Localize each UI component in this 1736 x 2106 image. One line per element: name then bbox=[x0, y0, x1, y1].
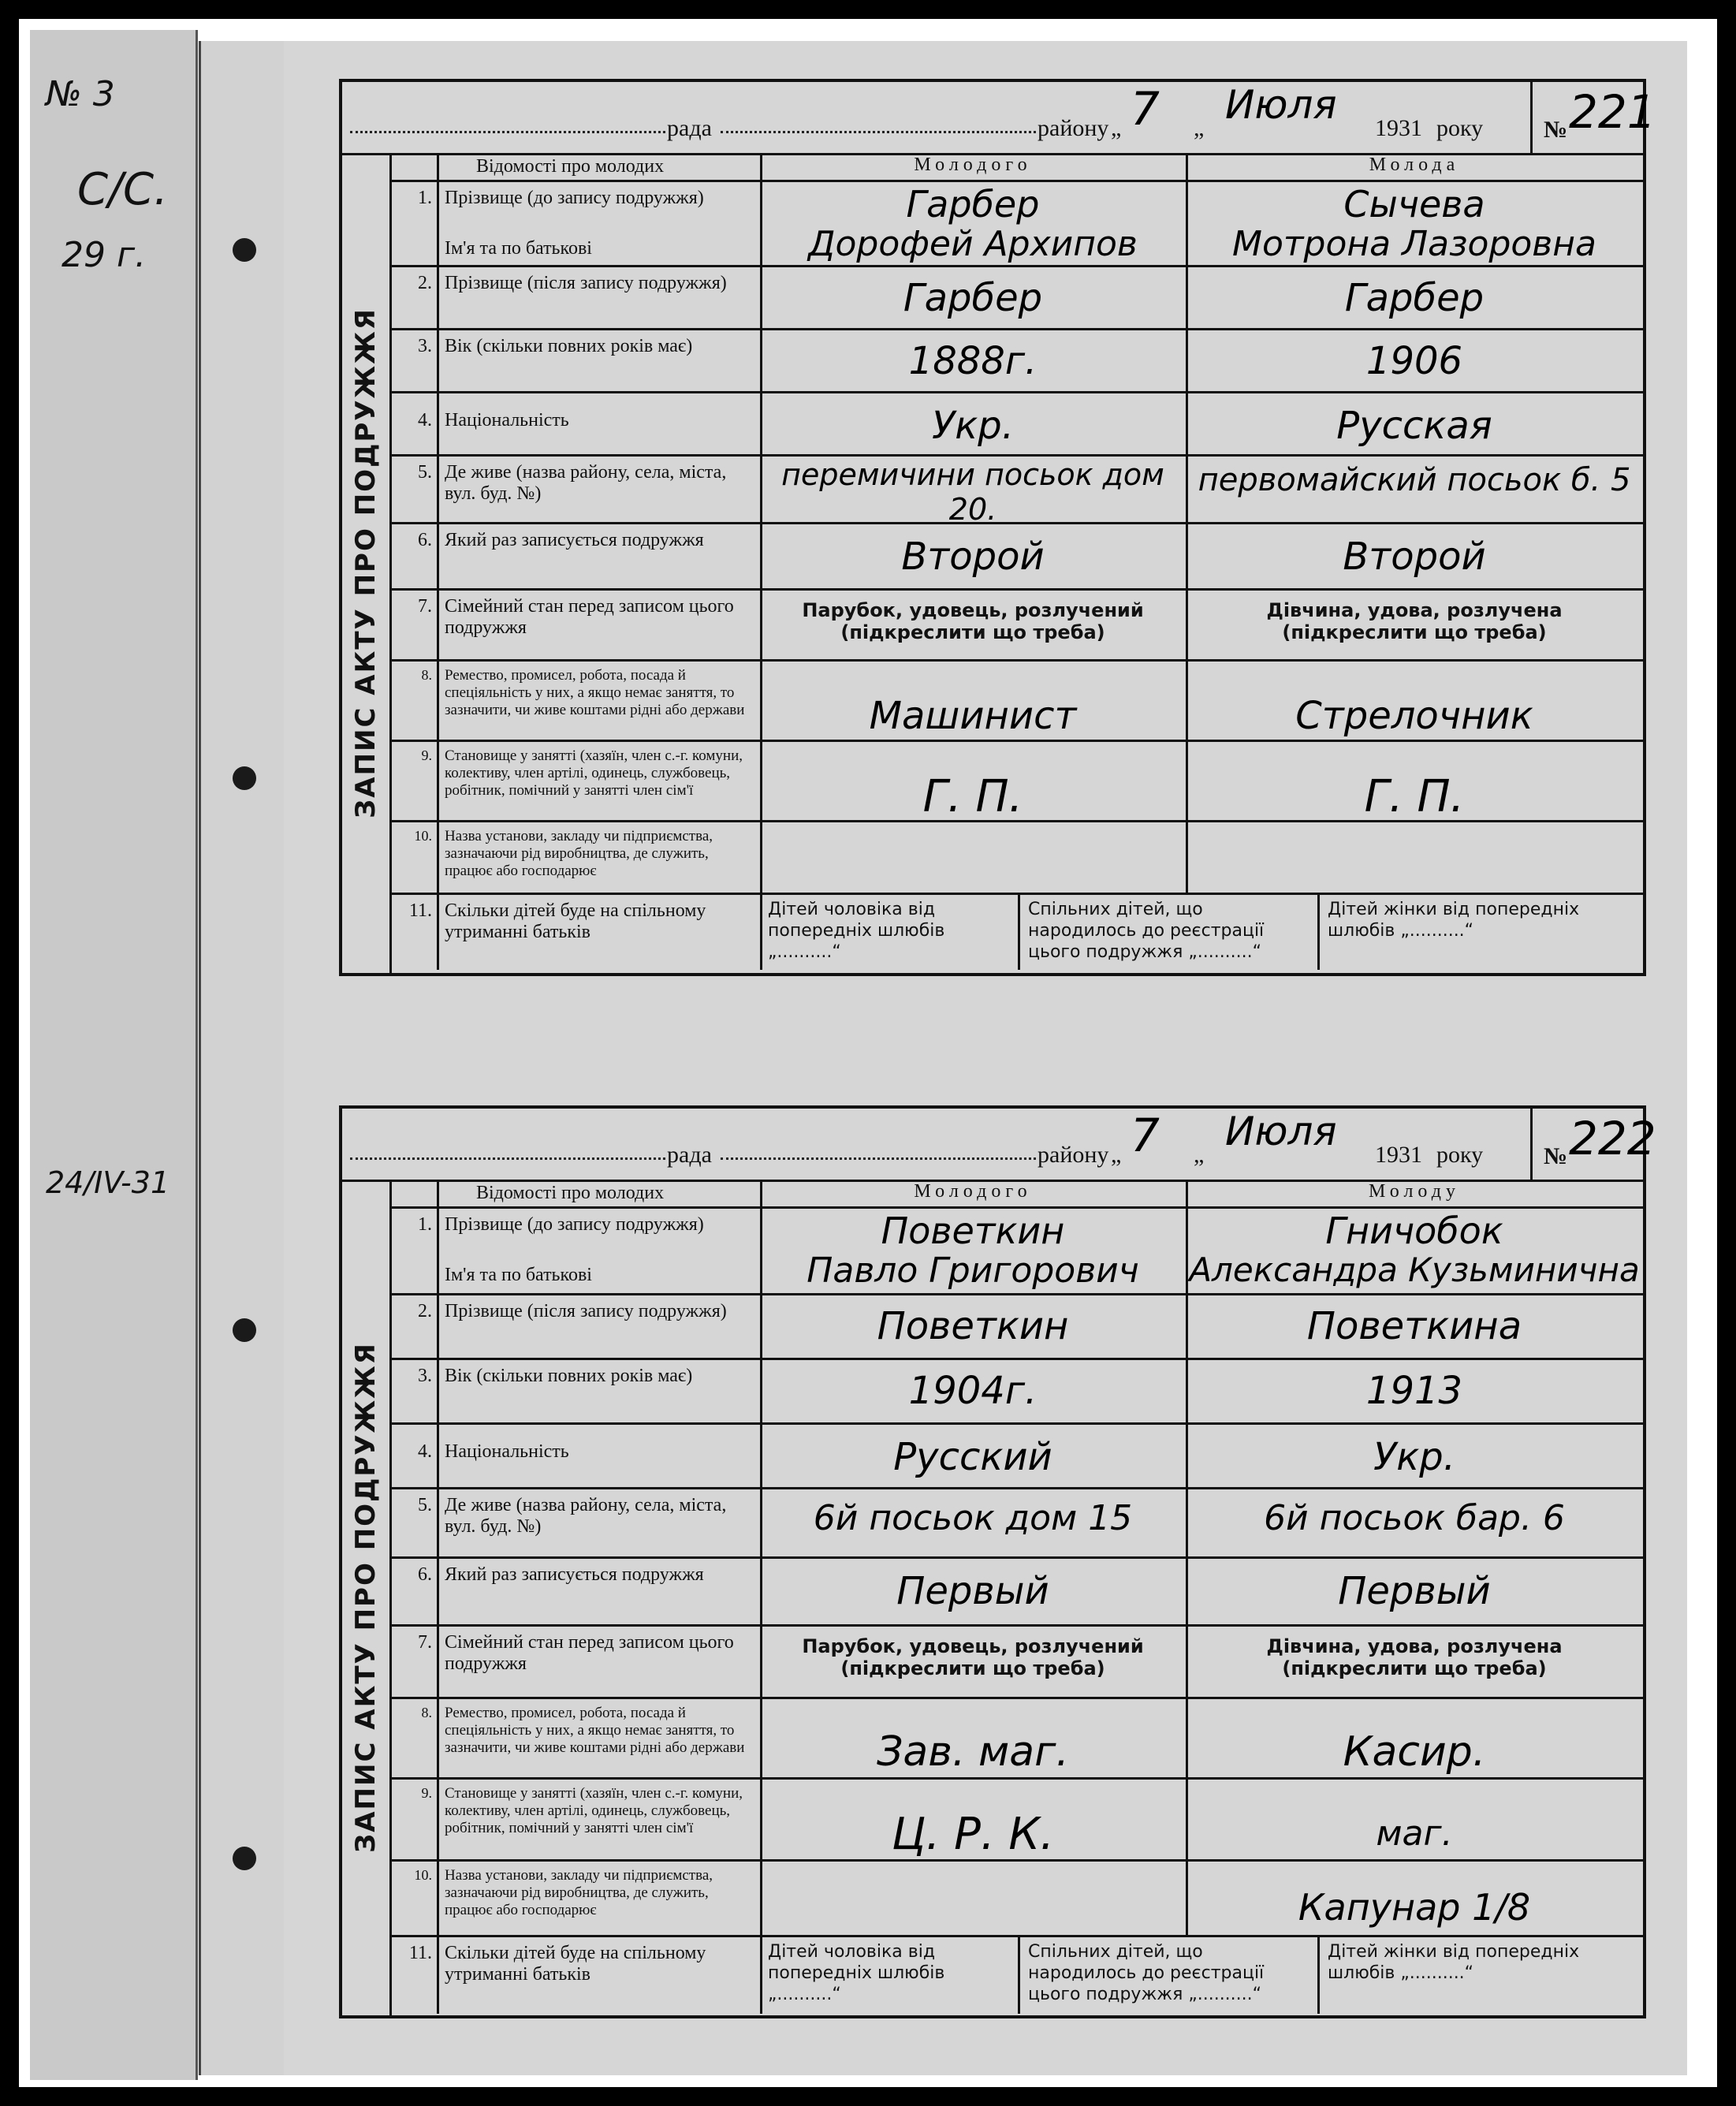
bride-times: Второй bbox=[1343, 535, 1486, 579]
bride-name: Александра Кузьминична bbox=[1189, 1251, 1640, 1289]
marriage-record-221 bbox=[339, 79, 1656, 976]
left-margin-strip bbox=[30, 30, 198, 2080]
row-4: 4. Національність Укр. Русская bbox=[389, 391, 1643, 457]
record-header: рада району „ 7 „ Июля 1931 року № 221 bbox=[342, 82, 1643, 155]
bride-position: Г. П. bbox=[1364, 771, 1465, 822]
bride-address: 6й посьок бар. 6 bbox=[1264, 1498, 1565, 1538]
kids-husband: Дітей чоловіка від попередніх шлюбів „..........“ bbox=[760, 893, 1020, 970]
kids-wife: Дітей жінки від попередніх шлюбів „..........“ bbox=[1328, 900, 1580, 941]
vertical-title: ЗАПИС АКТУ ПРО ПОДРУЖЖЯ bbox=[342, 153, 392, 973]
bride-status-options: Дівчина, удова, розлучена (підкреслити що треба) bbox=[1266, 1635, 1563, 1679]
groom-status-options: Парубок, удовець, розлучений (підкреслити що треба) bbox=[802, 1635, 1144, 1679]
row-6: 6. Який раз записується подружжя Первый Первый bbox=[389, 1556, 1643, 1627]
record-month: Июля bbox=[1225, 1109, 1337, 1154]
bride-institution: Капунар 1/8 bbox=[1298, 1886, 1531, 1929]
row-7: 7. Сімейний стан перед записом цього подружжя Парубок, удовець, розлучений (підкреслити що треба) Дівчина, удова, розлучена (підкреслити що треба) bbox=[389, 588, 1643, 662]
groom-surname-before: Поветкин bbox=[881, 1210, 1065, 1252]
row-1: 1. Прізвище (до запису подружжя) Ім'я та по батькові Поветкин Павло Григорович Гничобок Александра Кузьминична bbox=[389, 1206, 1643, 1295]
row-6: 6. Який раз записується подружжя Второй Второй bbox=[389, 522, 1643, 591]
bride-nationality: Русская bbox=[1336, 404, 1492, 448]
row-11: 11. Скільки дітей буде на спільному утриманні батьків Дітей чоловіка від попередніх шлюбів „..........“ Спільних дітей, що народилось до реєстрації цього подружжя „..........“ Дітей жінки від попередніх шлюбів „..........“ bbox=[389, 1935, 1643, 2014]
groom-status-options: Парубок, удовець, розлучений (підкреслити що треба) bbox=[802, 599, 1144, 643]
groom-age: 1888г. bbox=[908, 339, 1038, 383]
margin-note: № 3 bbox=[46, 74, 115, 114]
bride-surname-before: Сычева bbox=[1343, 183, 1485, 226]
groom-occupation: Машинист bbox=[869, 694, 1077, 738]
groom-surname-before: Гарбер bbox=[906, 183, 1040, 226]
margin-note: 29 г. bbox=[61, 235, 147, 275]
record-number-box: № 222 bbox=[1530, 1109, 1643, 1180]
punch-hole bbox=[233, 1847, 256, 1870]
record-year: 1931 bbox=[1375, 115, 1422, 141]
kids-wife: Дітей жінки від попередніх шлюбів „..........“ bbox=[1328, 1942, 1580, 1983]
row-3: 3. Вік (скільки повних років має) 1904г. 1913 bbox=[389, 1358, 1643, 1425]
punch-hole bbox=[233, 238, 256, 262]
bride-occupation: Стрелочник bbox=[1295, 694, 1533, 738]
groom-surname-after: Гарбер bbox=[903, 276, 1043, 320]
row-8: 8. Ремество, промисел, робота, посада й спеціяльність у них, а якщо немає заняття, то зазначити, чи живе коштами рідні або держави Зав. маг. Касир. bbox=[389, 1697, 1643, 1780]
row-5: 5. Де живе (назва району, села, міста, вул. буд. №) перемичини посьок дом 20. первомайский посьок б. 5 bbox=[389, 454, 1643, 524]
bride-occupation: Касир. bbox=[1343, 1728, 1486, 1776]
vertical-title: ЗАПИС АКТУ ПРО ПОДРУЖЖЯ bbox=[342, 1180, 392, 2015]
bride-surname-after: Поветкина bbox=[1306, 1304, 1522, 1348]
register-page bbox=[284, 41, 1687, 2075]
roku-label: року bbox=[1436, 1142, 1484, 1168]
record-number-box: № 221 bbox=[1530, 82, 1643, 153]
record-day: 7 bbox=[1131, 1109, 1160, 1162]
groom-nationality: Укр. bbox=[932, 404, 1014, 448]
record-number: 221 bbox=[1569, 85, 1656, 139]
bride-position: маг. bbox=[1376, 1813, 1453, 1854]
column-header-row: Відомості про молодих Молодого Молода bbox=[389, 153, 1643, 182]
bride-nationality: Укр. bbox=[1373, 1435, 1455, 1479]
groom-age: 1904г. bbox=[908, 1369, 1038, 1413]
row-10: 10. Назва установи, закладу чи підприємства, зазначаючи рід виробництва, де служить, працює або господарює Капунар 1/8 bbox=[389, 1859, 1643, 1937]
row-1: 1. Прізвище (до запису подружжя) Ім'я та по батькові Гарбер Дорофей Архипов Сычева Мотрона Лазоровна bbox=[389, 180, 1643, 267]
groom-name: Дорофей Архипов bbox=[808, 224, 1138, 264]
groom-times: Второй bbox=[901, 535, 1045, 579]
rayon-label: району bbox=[1038, 115, 1109, 141]
kids-husband: Дітей чоловіка від попередніх шлюбів „..........“ bbox=[760, 1935, 1020, 2014]
bride-address: первомайский посьок б. 5 bbox=[1198, 462, 1631, 498]
groom-position: Ц. Р. К. bbox=[891, 1809, 1054, 1860]
record-grid bbox=[389, 153, 1643, 973]
groom-occupation: Зав. маг. bbox=[877, 1728, 1069, 1776]
binding-spine bbox=[199, 41, 288, 2075]
row-3: 3. Вік (скільки повних років має) 1888г. 1906 bbox=[389, 328, 1643, 393]
record-header: рада району „ 7 „ Июля 1931 року № 222 bbox=[342, 1109, 1643, 1182]
groom-nationality: Русский bbox=[893, 1435, 1052, 1479]
row-2: 2. Прізвище (після запису подружжя) Поветкин Поветкина bbox=[389, 1293, 1643, 1360]
record-number: 222 bbox=[1569, 1112, 1656, 1165]
groom-position: Г. П. bbox=[922, 771, 1023, 822]
kids-common: Спільних дітей, що народилось до реєстрації цього подружжя „..........“ bbox=[1020, 1935, 1320, 2014]
row-8: 8. Ремество, промисел, робота, посада й спеціяльність у них, а якщо немає заняття, то зазначити, чи живе коштами рідні або держави Машинист Стрелочник bbox=[389, 659, 1643, 742]
bride-age: 1913 bbox=[1365, 1369, 1463, 1413]
record-grid bbox=[389, 1180, 1643, 2015]
marriage-record-222 bbox=[339, 1105, 1656, 2018]
record-day: 7 bbox=[1131, 82, 1160, 136]
bride-age: 1906 bbox=[1365, 339, 1463, 383]
bride-surname-after: Гарбер bbox=[1344, 276, 1485, 320]
row-4: 4. Національність Русский Укр. bbox=[389, 1422, 1643, 1489]
rada-label: рада bbox=[667, 115, 712, 141]
rayon-label: району bbox=[1038, 1142, 1109, 1168]
bride-name: Мотрона Лазоровна bbox=[1232, 224, 1596, 264]
row-11: 11. Скільки дітей буде на спільному утриманні батьків Дітей чоловіка від попередніх шлюбів „..........“ Спільних дітей, що народилось до реєстрації цього подружжя „..........“ Дітей жінки від попередніх шлюбів „..........“ bbox=[389, 893, 1643, 970]
row-2: 2. Прізвище (після запису подружжя) Гарбер Гарбер bbox=[389, 265, 1643, 330]
column-header-row: Відомості про молодих Молодого Молоду bbox=[389, 1180, 1643, 1209]
kids-common: Спільних дітей, що народилось до реєстрації цього подружжя „..........“ bbox=[1020, 893, 1320, 970]
margin-note: С/С. bbox=[77, 164, 168, 215]
row-5: 5. Де живе (назва району, села, міста, вул. буд. №) 6й посьок дом 15 6й посьок бар. 6 bbox=[389, 1487, 1643, 1559]
roku-label: року bbox=[1436, 115, 1484, 141]
groom-times: Первый bbox=[896, 1569, 1049, 1613]
row-9: 9. Становище у занятті (хазяїн, член с.-г. комуни, колективу, член артілі, одинець, службовець, робітник, помічний у занятті член сім'ї Ц. Р. К. маг. bbox=[389, 1777, 1643, 1862]
punch-hole bbox=[233, 1318, 256, 1342]
groom-surname-after: Поветкин bbox=[877, 1304, 1069, 1348]
groom-address: перемичини посьок дом 20. bbox=[781, 457, 1164, 527]
groom-address: 6й посьок дом 15 bbox=[813, 1498, 1133, 1538]
punch-hole bbox=[233, 766, 256, 790]
bride-times: Первый bbox=[1338, 1569, 1491, 1613]
groom-name: Павло Григорович bbox=[807, 1251, 1139, 1291]
bride-status-options: Дівчина, удова, розлучена (підкреслити що треба) bbox=[1266, 599, 1563, 643]
record-month: Июля bbox=[1225, 82, 1337, 128]
rada-label: рада bbox=[667, 1142, 712, 1168]
row-9: 9. Становище у занятті (хазяїн, член с.-г. комуни, колективу, член артілі, одинець, службовець, робітник, помічний у занятті член сім'ї Г. П. Г. П. bbox=[389, 740, 1643, 822]
row-7: 7. Сімейний стан перед записом цього подружжя Парубок, удовець, розлучений (підкреслити що треба) Дівчина, удова, розлучена (підкреслити що треба) bbox=[389, 1624, 1643, 1699]
row-10: 10. Назва установи, закладу чи підприємства, зазначаючи рід виробництва, де служить, працює або господарює bbox=[389, 820, 1643, 895]
record-year: 1931 bbox=[1375, 1142, 1422, 1168]
bride-surname-before: Гничобок bbox=[1325, 1210, 1503, 1252]
margin-note: 24/IV-31 bbox=[46, 1165, 170, 1200]
